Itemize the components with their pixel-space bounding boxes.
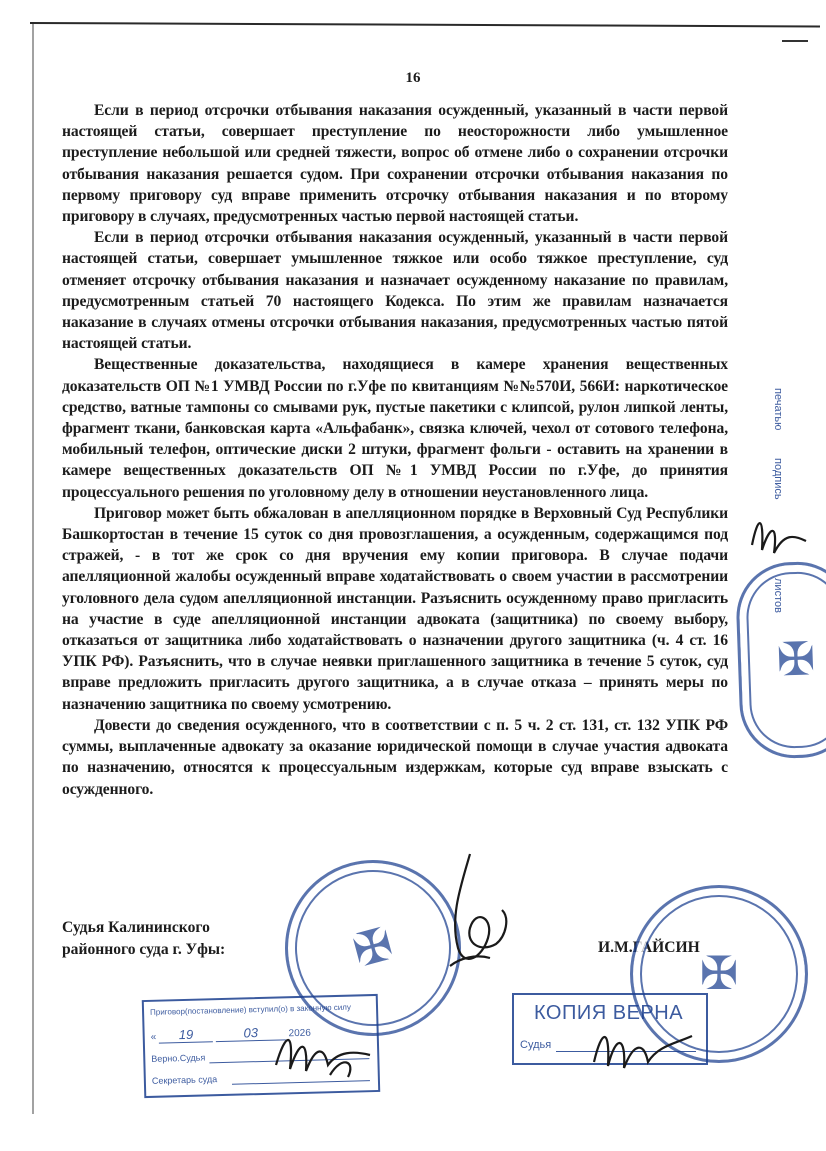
- page-edge-mark: [782, 40, 808, 42]
- copy-verified-judge-label: Судья: [520, 1039, 552, 1051]
- page-edge-top: [30, 22, 820, 27]
- paragraph-5: Довести до сведения осужденного, что в соответствии с п. 5 ч. 2 ст. 131, ст. 132 УПК РФ суммы, выплаченные адвокату за оказание юридической помощи в случае участия адвоката по назначению, относятся к процессуальным издержкам, которые суд вправе взыскать с осужденного.: [62, 716, 728, 798]
- eagle-emblem-icon: ✠: [775, 633, 817, 686]
- stamp-secretary-label: Секретарь суда: [151, 1074, 218, 1086]
- copy-verified-title: КОПИЯ ВЕРНА: [534, 1002, 684, 1024]
- stamp-signature-right-icon: [588, 1018, 698, 1078]
- side-round-seal: [735, 560, 826, 760]
- paragraph-3: Вещественные доказательства, находящиеся в камере хранения вещественных доказательств ОП №1 УМВД России по г.Уфе по квитанциям №№570И, 566И: наркотическое средство, ватные тампоны со смывами рук, пустые пакетики с клипсой, рулон липкой ленты, фрагмент ткани, банковская карта «Альфабанк», связка ключей, чехол от сотового телефона, мобильный телефон, оптические диски 2 штуки, фрагмент фольги - оставить на хранении в камере вещественных доказательств ОП №1 УМВД России по г.Уфе, до принятия процессуального решения по уголовному делу в отношении неустановленного лица.: [62, 356, 728, 501]
- stamp-judge-label: Верно.Судья: [151, 1052, 206, 1064]
- eagle-emblem-icon: ✠: [347, 917, 399, 978]
- legal-force-text: Приговор(постановление) вступил(о) в законную силу: [149, 1002, 352, 1017]
- judge-title-line-2: районного суда г. Уфы:: [62, 941, 226, 958]
- side-stamp-text-3: листов: [772, 578, 784, 613]
- stamp-signature-left-icon: [270, 1025, 380, 1085]
- signature-block: [62, 917, 225, 961]
- date-month: 03: [216, 1024, 286, 1042]
- side-stamp-text-1: печатью: [772, 388, 784, 431]
- side-stamp-text-2: подпись: [772, 458, 784, 500]
- eagle-emblem-icon: ✠: [699, 948, 739, 999]
- document-body: [62, 100, 728, 800]
- judge-name: И.М.ГАЙСИН: [598, 939, 700, 956]
- paragraph-4: Приговор может быть обжалован в апелляционном порядке в Верховный Суд Республики Башкортостан в течение 15 суток со дня провозглашения, а осужденным, содержащимся под стражей, - в тот же срок со дня вручения ему копии приговора. В случае подачи апелляционной жалобы осужденный вправе ходатайствовать о своем участии в рассмотрении уголовного дела судом апелляционной инстанции. Разъяснить осужденному право пригласить на участие в суде апелляционной инстанции адвоката (защитника) по своему выбору, отказаться от защитника либо ходатайствовать о назначении другого защитника (ч. 4 ст. 16 УПК РФ). Разъяснить, что в случае неявки приглашенного защитника в течение 5 суток, суд вправе предложить пригласить другого защитника, а в случае отказа – принять меры по назначению защитника по своему усмотрению.: [62, 504, 728, 713]
- side-signature-icon: [744, 505, 814, 565]
- date-day: 19: [159, 1026, 213, 1043]
- judge-title-line-1: Судья Калининского: [62, 919, 210, 936]
- page-number: 16: [405, 70, 421, 86]
- paragraph-1: Если в период отсрочки отбывания наказания осужденный, указанный в части первой настоящей статьи, совершает преступление по неосторожности либо умышленное преступление небольшой или средней тяжести, вопрос об отмене либо о сохранении отсрочки отбывания наказания решается судом. При сохранении отсрочки отбывания наказания по первому приговору суд вправе применить отсрочку отбывания наказания и по второму приговору в случаях, предусмотренных частью первой настоящей статьи.: [62, 102, 728, 226]
- page-edge-left: [32, 24, 34, 1114]
- date-year: 2026: [288, 1027, 311, 1040]
- paragraph-2: Если в период отсрочки отбывания наказания осужденный, указанный в части первой настоящей статьи, совершает умышленное тяжкое или особо тяжкое преступление, суд отменяет отсрочку отбывания наказания и назначает осужденному наказание по правилам, предусмотренным статьей 70 настоящего Кодекса. По этим же правилам назначается наказание в случаях отмены отсрочки отбывания наказания, предусмотренных частью пятой настоящей статьи.: [62, 229, 728, 353]
- date-quote: «: [150, 1031, 157, 1043]
- judge-signature-icon: [430, 848, 520, 988]
